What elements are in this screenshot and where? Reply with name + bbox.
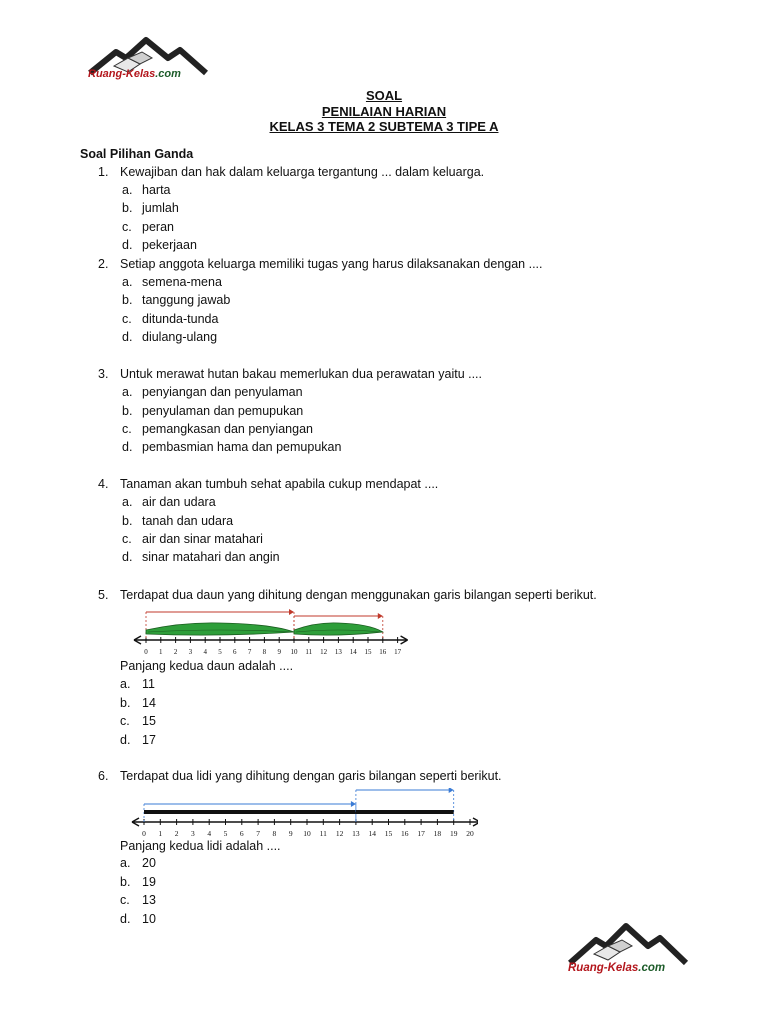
option-letter: c. xyxy=(120,893,130,907)
tick-label: 3 xyxy=(188,648,193,654)
tick-label: 6 xyxy=(239,829,244,836)
option-text: 15 xyxy=(142,714,156,728)
option-letter: d. xyxy=(122,440,133,454)
arrowhead-icon xyxy=(449,788,454,793)
question-number: 4. xyxy=(98,477,109,491)
number-line-sticks xyxy=(118,788,478,836)
option-text: semena-mena xyxy=(142,275,222,289)
leaf-icon xyxy=(146,623,294,635)
tick-label: 9 xyxy=(288,829,293,836)
tick-label: 8 xyxy=(272,829,277,836)
logo-brand: Ruang-Kelas xyxy=(88,68,156,80)
option-letter: c. xyxy=(122,220,132,234)
option-text: pemangkasan dan penyiangan xyxy=(142,422,313,436)
option-text: ditunda-tunda xyxy=(142,312,219,326)
option-letter: c. xyxy=(122,532,132,546)
tick-label: 11 xyxy=(319,829,327,836)
question-subtext: Panjang kedua daun adalah .... xyxy=(120,659,294,673)
option-text: diulang-ulang xyxy=(142,330,218,344)
option-text: 17 xyxy=(142,733,156,747)
option-letter: a. xyxy=(120,677,131,691)
tick-label: 18 xyxy=(433,829,442,836)
question-number: 6. xyxy=(98,769,109,783)
logo-tld: .com xyxy=(638,962,666,974)
option-letter: a. xyxy=(122,495,133,509)
option-text: pembasmian hama dan pemupukan xyxy=(142,440,342,454)
option-letter: b. xyxy=(122,514,133,528)
option-text: 10 xyxy=(142,912,156,926)
option-letter: a. xyxy=(122,385,133,399)
option-text: peran xyxy=(142,220,174,234)
logo-brand: Ruang-Kelas xyxy=(568,962,639,974)
tick-label: 3 xyxy=(191,829,195,836)
tick-label: 14 xyxy=(349,648,357,654)
tick-label: 15 xyxy=(364,648,372,654)
option-letter: d. xyxy=(122,330,133,344)
option-text: tanggung jawab xyxy=(142,293,231,307)
logo-bottom xyxy=(568,922,688,980)
option-text: pekerjaan xyxy=(142,238,197,252)
tick-label: 14 xyxy=(368,829,376,836)
tick-label: 10 xyxy=(290,648,298,654)
option-letter: d. xyxy=(122,550,133,564)
tick-label: 9 xyxy=(277,648,281,654)
option-text: penyulaman dan pemupukan xyxy=(142,404,304,418)
arrowhead-icon xyxy=(289,609,294,615)
tick-label: 19 xyxy=(449,829,458,836)
option-letter: a. xyxy=(120,856,131,870)
option-letter: b. xyxy=(122,404,133,418)
question-subtext: Panjang kedua lidi adalah .... xyxy=(120,839,281,853)
option-text: air dan udara xyxy=(142,495,216,509)
question-text: Tanaman akan tumbuh sehat apabila cukup mendapat .... xyxy=(120,477,439,491)
tick-label: 13 xyxy=(334,648,342,654)
question-text: Terdapat dua lidi yang dihitung dengan garis bilangan seperti berikut. xyxy=(120,769,502,783)
tick-label: 7 xyxy=(247,648,252,654)
tick-label: 0 xyxy=(144,648,148,654)
document-title xyxy=(0,88,768,135)
tick-label: 1 xyxy=(158,829,163,836)
tick-label: 20 xyxy=(466,829,474,836)
option-text: sinar matahari dan angin xyxy=(142,550,280,564)
option-text: 14 xyxy=(142,696,156,710)
leaf-icon xyxy=(294,623,383,635)
option-letter: d. xyxy=(122,238,133,252)
option-text: 11 xyxy=(142,677,155,691)
stick xyxy=(144,810,356,814)
option-text: penyiangan dan penyulaman xyxy=(142,385,303,399)
option-letter: c. xyxy=(120,714,130,728)
title-line-3: KELAS 3 TEMA 2 SUBTEMA 3 TIPE A xyxy=(269,119,499,134)
tick-label: 4 xyxy=(203,648,207,654)
tick-label: 0 xyxy=(142,829,146,836)
option-letter: d. xyxy=(120,912,131,926)
tick-label: 7 xyxy=(256,829,260,836)
option-letter: d. xyxy=(120,733,131,747)
tick-label: 6 xyxy=(233,648,237,654)
option-text: 13 xyxy=(142,893,156,907)
logo-tld: .com xyxy=(155,68,181,80)
option-letter: b. xyxy=(120,875,131,889)
tick-label: 17 xyxy=(417,829,425,836)
question-number: 5. xyxy=(98,588,109,602)
option-text: 20 xyxy=(142,856,156,870)
tick-label: 12 xyxy=(320,648,328,654)
tick-label: 11 xyxy=(305,648,313,654)
title-line-1: SOAL xyxy=(365,88,403,103)
tick-label: 5 xyxy=(223,829,228,836)
tick-label: 15 xyxy=(384,829,393,836)
tick-label: 13 xyxy=(352,829,360,836)
tick-label: 10 xyxy=(303,829,311,836)
question-number: 1. xyxy=(98,165,109,179)
option-letter: c. xyxy=(122,312,132,326)
option-letter: a. xyxy=(122,275,133,289)
arrowhead-icon xyxy=(351,801,356,807)
question-text: Untuk merawat hutan bakau memerlukan dua perawatan yaitu .... xyxy=(120,367,483,381)
number-line-leaves xyxy=(126,606,416,654)
option-text: harta xyxy=(142,183,171,197)
tick-label: 16 xyxy=(379,648,387,654)
option-letter: b. xyxy=(120,696,131,710)
tick-label: 2 xyxy=(174,829,179,836)
question-number: 2. xyxy=(98,257,109,271)
question-text: Terdapat dua daun yang dihitung dengan menggunakan garis bilangan seperti berikut. xyxy=(120,588,597,602)
logo-mountain-icon xyxy=(568,922,688,966)
section-heading: Soal Pilihan Ganda xyxy=(80,147,194,161)
arrowhead-icon xyxy=(378,613,383,619)
tick-label: 8 xyxy=(262,648,267,654)
question-text: Kewajiban dan hak dalam keluarga tergantung ... dalam keluarga. xyxy=(120,165,485,179)
tick-label: 5 xyxy=(218,648,222,654)
question-text: Setiap anggota keluarga memiliki tugas yang harus dilaksanakan dengan .... xyxy=(120,257,543,271)
option-text: 19 xyxy=(142,875,156,889)
logo-top xyxy=(88,36,208,86)
tick-label: 17 xyxy=(394,648,402,654)
question-number: 3. xyxy=(98,367,109,381)
tick-label: 16 xyxy=(401,829,409,836)
option-text: tanah dan udara xyxy=(142,514,234,528)
option-letter: b. xyxy=(122,201,133,215)
option-letter: a. xyxy=(122,183,133,197)
option-text: air dan sinar matahari xyxy=(142,532,263,546)
stick xyxy=(356,810,454,814)
option-letter: c. xyxy=(122,422,132,436)
tick-label: 1 xyxy=(159,648,163,654)
title-line-2: PENILAIAN HARIAN xyxy=(321,103,447,119)
tick-label: 2 xyxy=(173,648,178,654)
option-letter: b. xyxy=(122,293,133,307)
tick-label: 4 xyxy=(207,829,212,836)
option-text: jumlah xyxy=(142,201,179,215)
tick-label: 12 xyxy=(335,829,344,836)
